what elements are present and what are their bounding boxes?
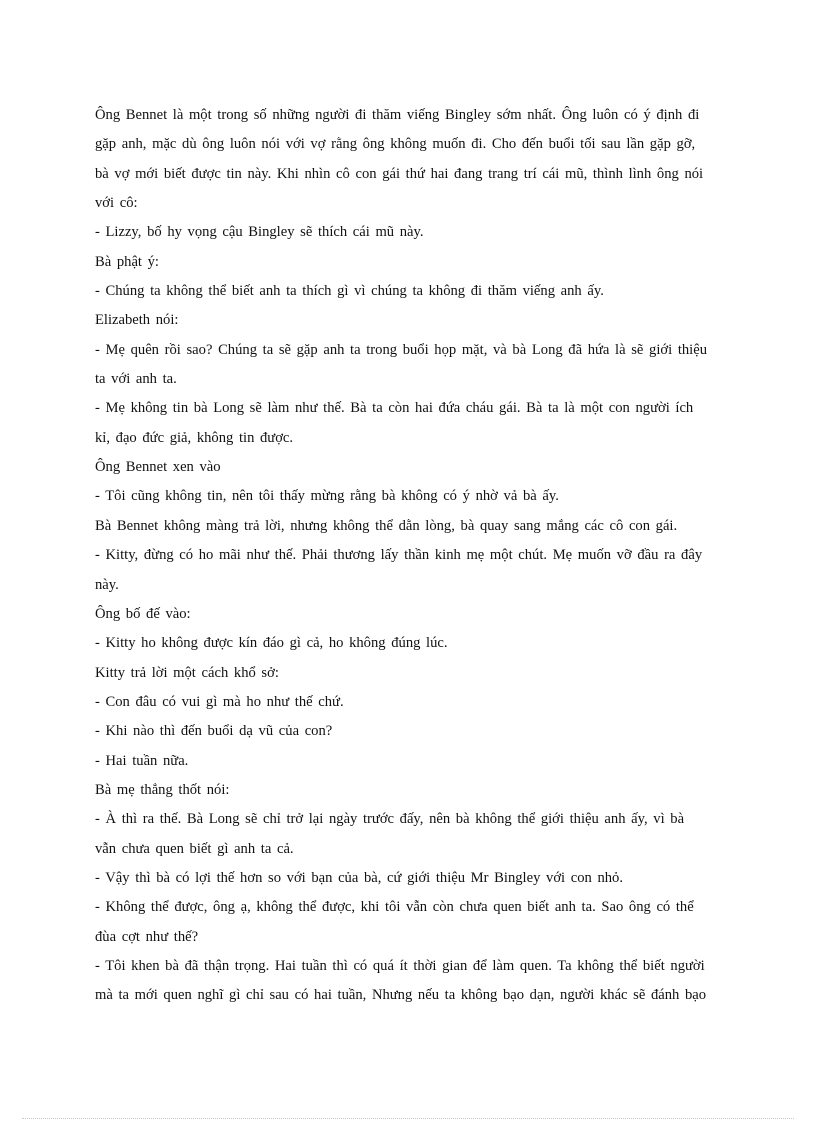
text-line: - Vậy thì bà có lợi thế hơn so với bạn của bà, cứ giới thiệu Mr Bingley với con nhỏ. xyxy=(95,869,624,886)
text-line: Kitty trả lời một cách khổ sở: xyxy=(95,664,279,681)
text-line: Bà mẹ thẳng thốt nói: xyxy=(95,781,230,798)
text-line: Ông Bennet là một trong số những người đi thăm viếng Bingley sớm nhất. Ông luôn có ý định đi xyxy=(95,107,700,123)
text-line: - Chúng ta không thể biết anh ta thích gì vì chúng ta không đi thăm viếng anh ấy. xyxy=(95,283,604,300)
text-line: - Mẹ không tin bà Long sẽ làm như thế. Bà ta còn hai đứa cháu gái. Bà ta là một con người ích xyxy=(95,400,694,417)
text-line: Bà Bennet không màng trả lời, nhưng không thể dằn lòng, bà quay sang mắng các cô con gái. xyxy=(95,517,678,534)
text-line: gặp anh, mặc dù ông luôn nói với vợ rằng ông không muốn đi. Cho đến buổi tối sau lần gặp gỡ, xyxy=(95,136,696,153)
text-line: - Con đâu có vui gì mà ho như thế chứ. xyxy=(95,693,344,710)
document-body xyxy=(95,101,725,1011)
text-line: đùa cợt như thế? xyxy=(95,928,199,945)
text-line: - Hai tuần nữa. xyxy=(95,752,189,769)
text-line: Ông bố đế vào: xyxy=(95,605,191,622)
text-line: Elizabeth nói: xyxy=(95,312,179,329)
text-line: với cô: xyxy=(95,195,138,212)
text-line: - Khi nào thì đến buổi dạ vũ của con? xyxy=(95,723,333,740)
text-line: bà vợ mới biết được tin này. Khi nhìn cô con gái thứ hai đang trang trí cái mũ, thình lình ông nói xyxy=(95,165,704,182)
text-line: mà ta mới quen nghĩ gì chỉ sau có hai tuần, Nhưng nếu ta không bạo dạn, người khác sẽ đánh bạo xyxy=(95,987,707,1004)
text-line: này. xyxy=(95,576,119,593)
text-line: - Tôi khen bà đã thận trọng. Hai tuần thì có quá ít thời gian để làm quen. Ta không thể biết người xyxy=(95,957,705,974)
text-line: kỉ, đạo đức giả, không tin được. xyxy=(95,429,294,446)
text-line: - À thì ra thế. Bà Long sẽ chỉ trở lại ngày trước đấy, nên bà không thể giới thiệu anh ấy, vì bà xyxy=(95,811,685,828)
text-line: - Tôi cũng không tin, nên tôi thấy mừng rằng bà không có ý nhờ vả bà ấy. xyxy=(95,488,559,505)
text-line: Bà phật ý: xyxy=(95,253,159,270)
text-line: ta với anh ta. xyxy=(95,371,177,388)
text-line: Ông Bennet xen vào xyxy=(95,459,221,476)
text-line: - Kitty, đừng có ho mãi như thế. Phải thương lấy thần kinh mẹ một chút. Mẹ muốn vỡ đầu ra đây xyxy=(95,547,703,564)
page-bottom-divider xyxy=(22,1118,794,1119)
text-line: - Không thể được, ông ạ, không thể được, khi tôi vẫn còn chưa quen biết anh ta. Sao ông có thể xyxy=(95,899,694,916)
text-line: - Lizzy, bố hy vọng cậu Bingley sẽ thích cái mũ này. xyxy=(95,224,424,241)
text-line: - Mẹ quên rồi sao? Chúng ta sẽ gặp anh ta trong buổi họp mặt, và bà Long đã hứa là sẽ giới thiệu xyxy=(95,341,707,358)
text-line: - Kitty ho không được kín đáo gì cả, ho không đúng lúc. xyxy=(95,635,448,652)
text-line: vẫn chưa quen biết gì anh ta cả. xyxy=(95,840,294,857)
